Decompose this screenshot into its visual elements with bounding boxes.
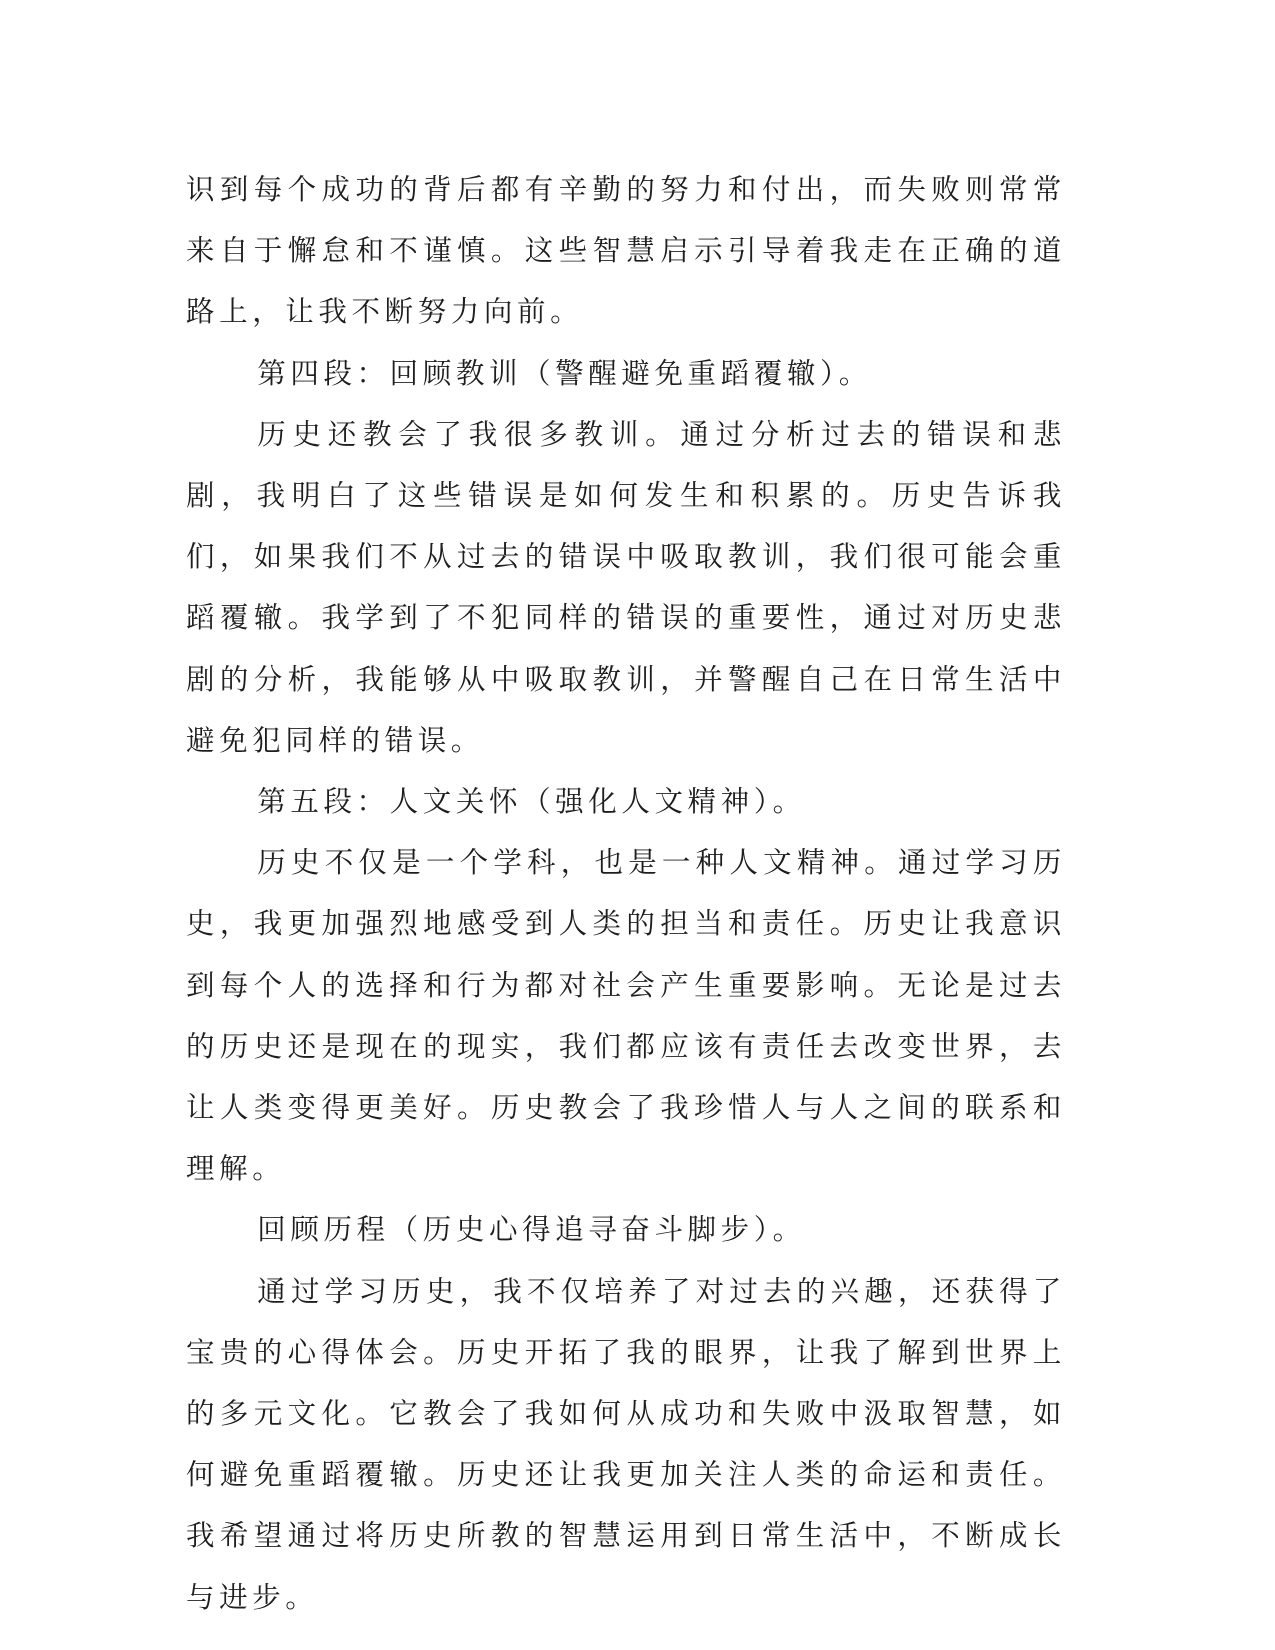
paragraph-humanism: 历史不仅是一个学科，也是一种人文精神。通过学习历史，我更加强烈地感受到人类的担当和责任。历史让我意识到每个人的选择和行为都对社会产生重要影响。无论是过去的历史还是现在的现实，我们都应该有责任去改变世界，去让人类变得更美好。历史教会了我珍惜人与人之间的联系和理解。 [186,846,1066,1186]
paragraph-review: 通过学习历史，我不仅培养了对过去的兴趣，还获得了宝贵的心得体会。历史开拓了我的眼界，让我了解到世界上的多元文化。它教会了我如何从成功和失败中汲取智慧，如何避免重蹈覆辙。历史还让我更加关注人类的命运和责任。我希望通过将历史所教的智慧运用到日常生活中，不断成长与进步。 [186,1274,1066,1614]
section-heading-4: 第四段：回顾教训（警醒避免重蹈覆辙）。 [257,356,872,390]
paragraph-continued: 识到每个成功的背后都有辛勤的努力和付出，而失败则常常来自于懈怠和不谨慎。这些智慧启示引导着我走在正确的道路上，让我不断努力向前。 [186,173,1066,329]
section-heading-5: 第五段：人文关怀（强化人文精神）。 [257,785,806,819]
paragraph-lessons: 历史还教会了我很多教训。通过分析过去的错误和悲剧，我明白了这些错误是如何发生和积累的。历史告诉我们，如果我们不从过去的错误中吸取教训，我们很可能会重蹈覆辙。我学到了不犯同样的错误的重要性，通过对历史悲剧的分析，我能够从中吸取教训，并警醒自己在日常生活中避免犯同样的错误。 [186,417,1066,757]
document-body [186,159,1066,1628]
section-heading-review: 回顾历程（历史心得追寻奋斗脚步）。 [257,1213,806,1247]
